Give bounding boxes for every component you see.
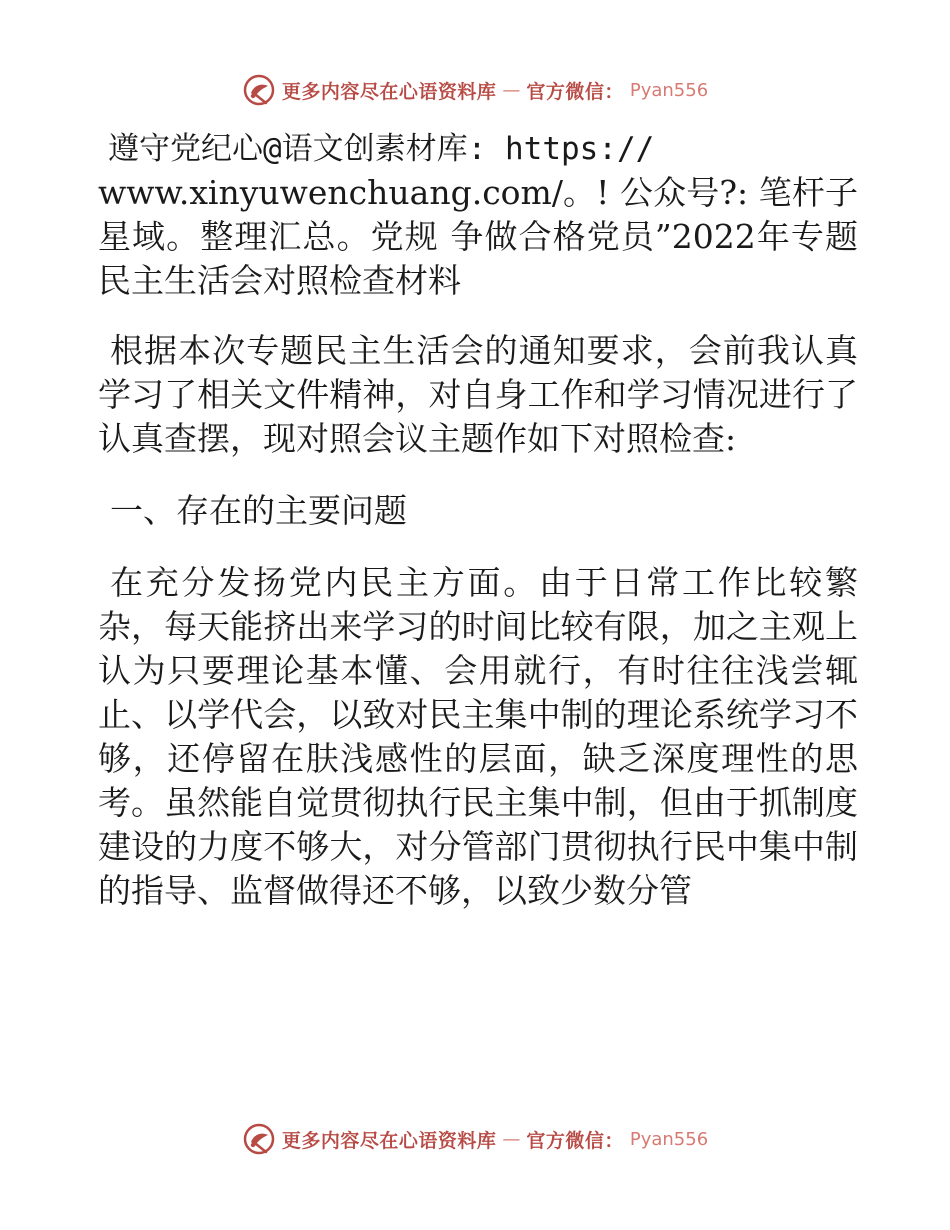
header-banner: [0, 68, 950, 112]
banner-wechat-id: Pyan556: [629, 1128, 709, 1150]
intro-paragraph: 根据本次专题民主生活会的通知要求，会前我认真学习了相关文件精神，对自身工作和学习情况进行了认真查摆，现对照会议主题作如下对照检查:: [98, 331, 858, 458]
document-body: [98, 126, 858, 941]
banner-wechat-label: 官方微信：: [526, 80, 624, 103]
footer-banner: [0, 1117, 950, 1161]
banner-wechat-id: Pyan556: [629, 79, 709, 101]
brand-logo-icon: [242, 73, 276, 107]
banner-separator: —: [502, 79, 521, 101]
banner-wechat-label: 官方微信：: [526, 1129, 624, 1152]
document-title-rest: www.xinyuwenchuang.com/。! 公众号?: 笔杆子星域。整理汇总。党规 争做合格党员”2022年专题民主生活会对照检查材料: [98, 173, 858, 300]
section-heading: 一、存在的主要问题: [110, 491, 407, 530]
banner-separator: —: [502, 1128, 521, 1150]
banner-brand-text: 更多内容尽在心语资料库: [281, 1129, 497, 1152]
body-paragraph: 在充分发扬党内民主方面。由于日常工作比较繁杂，每天能挤出来学习的时间比较有限，加之主观上认为只要理论基本懂、会用就行，有时往往浅尝辄止、以学代会，以致对民主集中制的理论系统学习不够，还停留在肤浅感性的层面，缺乏深度理性的思考。虽然能自觉贯彻执行民主集中制，但由于抓制度建设的力度不够大，对分管部门贯彻执行民中集中制的指导、监督做得还不够，以致少数分管: [98, 563, 858, 910]
document-title: [98, 126, 858, 303]
document-title-line1: 遵守党纪心@语文创素材库: https://: [108, 131, 655, 167]
brand-logo-icon: [242, 1122, 276, 1156]
banner-brand-text: 更多内容尽在心语资料库: [281, 80, 497, 103]
